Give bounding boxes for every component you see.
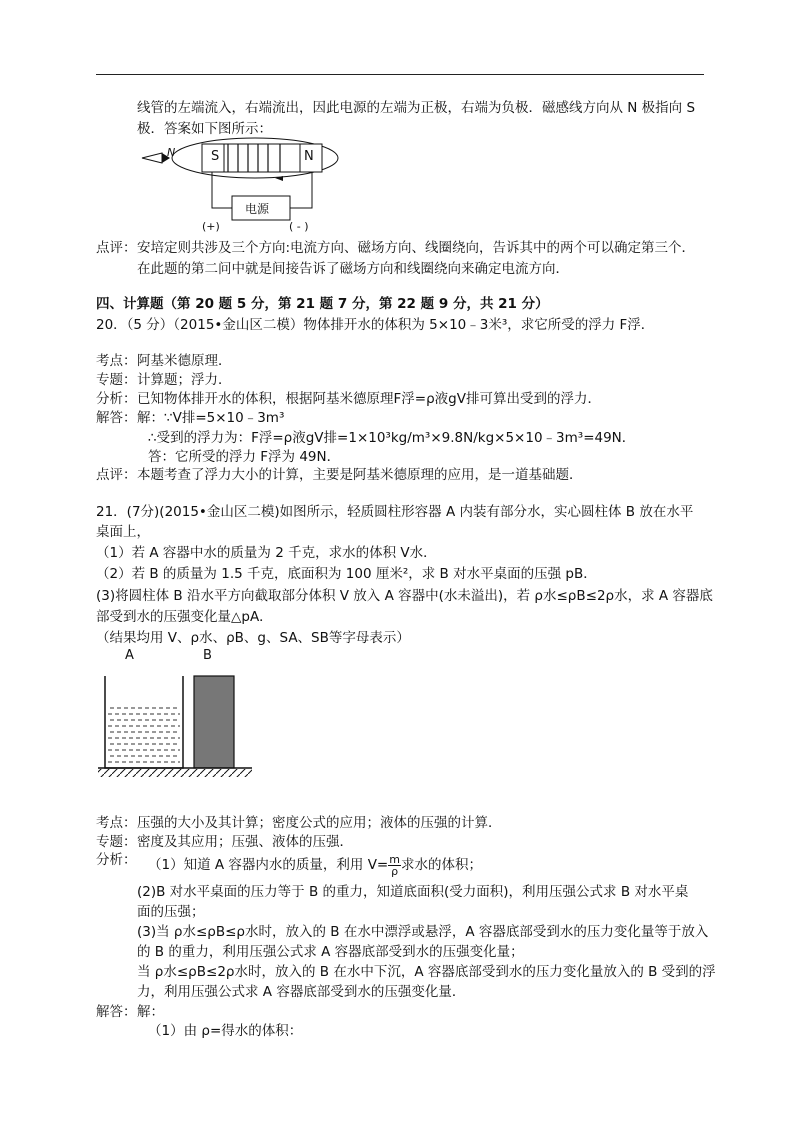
q21-fenxi-3d: 力，利用压强公式求 A 容器底部受到水的压强变化量． [137,984,466,1000]
q21-fenxi-1-pre: （1）知道 A 容器内水的质量，利用 V= [148,857,389,873]
comment-line-2: 在此题的第二问中就是间接告诉了磁场方向和线圈绕向来确定电流方向． [137,261,569,277]
q21-zhuanti: 密度及其应用；压强、液体的压强． [137,834,353,850]
intro-line-1: 线管的左端流入，右端流出，因此电源的左端为正极，右端为负极．磁感线方向从 N 极指向 S [137,100,696,116]
q20-zhuanti: 计算题；浮力． [137,372,232,388]
q21-stem-2: 桌面上， [96,524,150,540]
q20-kaodian: 阿基米德原理． [137,353,232,369]
q21-fenxi-1 [148,853,482,877]
q21-stem-1: 21．(7分)(2015•金山区二模)如图所示，轻质圆柱形容器 A 内装有部分水，实心圆柱体 B 放在水平 [96,504,694,520]
q21-jieda-1: 解： [137,1004,164,1020]
q21-kaodian: 压强的大小及其计算；密度公式的应用；液体的压强的计算． [137,815,502,831]
header-rule [96,74,704,75]
q20-zhuanti-label: 专题： [96,372,137,388]
q21-jieda-label: 解答： [96,1004,137,1020]
q21-fenxi-label: 分析： [96,852,137,868]
compass-n-label: N [167,146,176,159]
q20-fenxi-label: 分析： [96,391,137,407]
section-title: 四、计算题（第 20 题 5 分，第 21 题 7 分，第 22 题 9 分，共 21 分） [96,296,549,312]
q20-jieda-1: 解：∵V排=5×10﹣3m³ [137,410,285,426]
minus-terminal-label: ( - ) [289,220,309,233]
q20-jieda-2: ∴受到的浮力为：F浮=ρ液gV排=1×10³kg/m³×9.8N/kg×5×10﹣3m³=49N． [148,430,636,446]
q21-note: （结果均用 V、ρ水、ρB、g、SA、SB等字母表示） [96,630,410,646]
n-pole-label: N [304,149,314,164]
q20-jieda-3: 答：它所受的浮力 F浮为 49N． [148,449,341,465]
q21-fenxi-1-post: 求水的体积； [400,857,482,873]
power-source-label: 电源 [245,202,270,216]
q21-part-2: （2）若 B 的质量为 1.5 千克，底面积为 100 厘米²，求 B 对水平桌面的压强 pB． [96,566,597,582]
q20-dianping: 本题考查了浮力大小的计算，主要是阿基米德原理的应用，是一道基础题． [137,467,583,483]
q21-zhuanti-label: 专题： [96,834,137,850]
q21-fenxi-3c: 当 ρ水≤ρB≤2ρ水时，放入的 B 在水中下沉，A 容器底部受到水的压力变化量放入的 B 受到的浮 [137,964,716,980]
container-a [105,676,183,768]
q21-fenxi-3a: (3)当 ρ水≤ρB≤ρ水时，放入的 B 在水中漂浮或悬浮，A 容器底部受到水的压力变化量等于放入 [137,924,709,940]
comment-line-1: 安培定则共涉及三个方向:电流方向、磁场方向、线圈绕向，告诉其中的两个可以确定第三个． [137,240,696,256]
intro-line-2: 极．答案如下图所示： [137,121,272,137]
compass-arrow-left [142,153,162,163]
q21-kaodian-label: 考点： [96,815,137,831]
s-pole-label: S [211,149,220,164]
plus-terminal-label: (+) [202,220,220,233]
q21-fenxi-3b: 的 B 的重力，利用压强公式求 A 容器底部受到水的压强变化量； [137,944,524,960]
water-fill [108,708,180,762]
q21-part-3b: 部受到水的压强变化量△pA． [96,609,273,625]
table-hatch [98,769,252,777]
q20-kaodian-label: 考点： [96,353,137,369]
container-a-label: A [125,648,134,663]
cylinder-b [194,676,234,768]
q21-part-1: （1）若 A 容器中水的质量为 2 千克，求水的体积 V水． [96,545,437,561]
comment-label: 点评： [96,240,137,256]
container-figure [96,670,256,778]
q21-fenxi-2a: (2)B 对水平桌面的压力等于 B 的重力，知道底面积(受力面积)，利用压强公式求 B 对水平桌 [137,884,689,900]
q20-stem: 20．（5 分）（2015•金山区二模）物体排开水的体积为 5×10﹣3米³，求它所受的浮力 F浮． [96,317,655,333]
q20-dianping-label: 点评： [96,467,137,483]
q20-fenxi: 已知物体排开水的体积，根据阿基米德原理F浮=ρ液gV排可算出受到的浮力． [137,391,601,407]
fraction-numerator: m [389,852,400,866]
q21-part-3a: (3)将圆柱体 B 沿水平方向截取部分体积 V 放入 A 容器中(水未溢出)，若 ρ水≤ρB≤2ρ水，求 A 容器底 [96,588,713,604]
q21-jieda-2: （1）由 ρ=得水的体积： [148,1023,303,1039]
q21-fenxi-2b: 面的压强； [137,904,205,920]
cylinder-b-label: B [203,648,212,663]
mass-over-density-fraction [388,854,401,877]
fraction-denominator: ρ [391,864,399,878]
q20-jieda-label: 解答： [96,410,137,426]
